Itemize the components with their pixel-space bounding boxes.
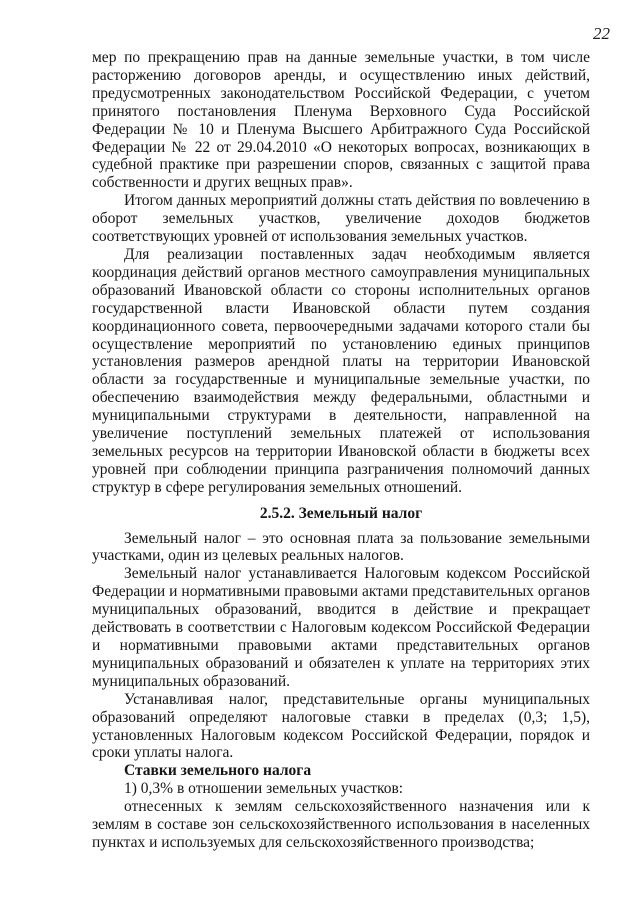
paragraph-coordination: Для реализации поставленных задач необходимым является координация действий органов местного самоуправления муниципальных образований Ивановской области со стороны исполнительных органов государственной власти Ивановской области путем создания координационного совета, первоочередными задачами которого стали бы осуществление мероприятий по установлению единых принципов установления размеров арендной платы на территории Ивановской области за государственные и муниципальные земельные участки, по обеспечению взаимодействия между федеральными, областными и муниципальными структурами в деятельности, направленной на увеличение поступлений земельных платежей от использования земельных ресурсов на территории Ивановской области в бюджеты всех уровней при соблюдении принципа разграничения полномочий данных структур в сфере регулирования земельных отношений. xyxy=(92,245,590,496)
page-number: 22 xyxy=(593,24,610,43)
list-item-rate-1: 1) 0,3% в отношении земельных участков: xyxy=(124,780,404,798)
paragraph-land-tax-establishment: Земельный налог устанавливается Налоговым кодексом Российской Федерации и нормативными правовыми актами представительных органов муниципальных образований, вводится в действие и прекращает действовать в соответствии с Налоговым кодексом Российской Федерации и нормативными правовыми актами представительных органов муниципальных образований и обязателен к уплате на территориях этих муниципальных образований. xyxy=(92,565,590,690)
section-heading: 2.5.2. Земельный налог xyxy=(259,504,423,522)
paragraph-continuation: мер по прекращению прав на данные земельные участки, в том числе расторжению договоров аренды, и осуществлению иных действий, предусмотренных законодательством Российской Федерации, с учетом принятого постановления Пленума Верховного Суда Российской Федерации № 10 и Пленума Высшего Арбитражного Суда Российской Федерации № 22 от 29.04.2010 «О некоторых вопросах, возникающих в судебной практике при разрешении споров, связанных с защитой права собственности и других вещных прав». xyxy=(92,49,590,192)
paragraph-land-tax-definition: Земельный налог – это основная плата за пользование земельными участками, один из целевых реальных налогов. xyxy=(92,529,590,565)
subheading-tax-rates: Ставки земельного налога xyxy=(124,762,312,780)
document-body xyxy=(92,49,590,852)
paragraph-agricultural-land: отнесенных к землям сельскохозяйственного назначения или к землям в составе зон сельскохозяйственного использования в населенных пунктах и используемых для сельскохозяйственного производства; xyxy=(92,798,590,851)
paragraph-results: Итогом данных мероприятий должны стать действия по вовлечению в оборот земельных участков, увеличение доходов бюджетов соответствующих уровней от использования земельных участков. xyxy=(92,192,590,246)
paragraph-tax-rates-limits: Устанавливая налог, представительные органы муниципальных образований определяют налоговые ставки в пределах (0,3; 1,5), установленных Налоговым кодексом Российской Федерации, порядок и сроки уплаты налога. xyxy=(92,690,590,762)
